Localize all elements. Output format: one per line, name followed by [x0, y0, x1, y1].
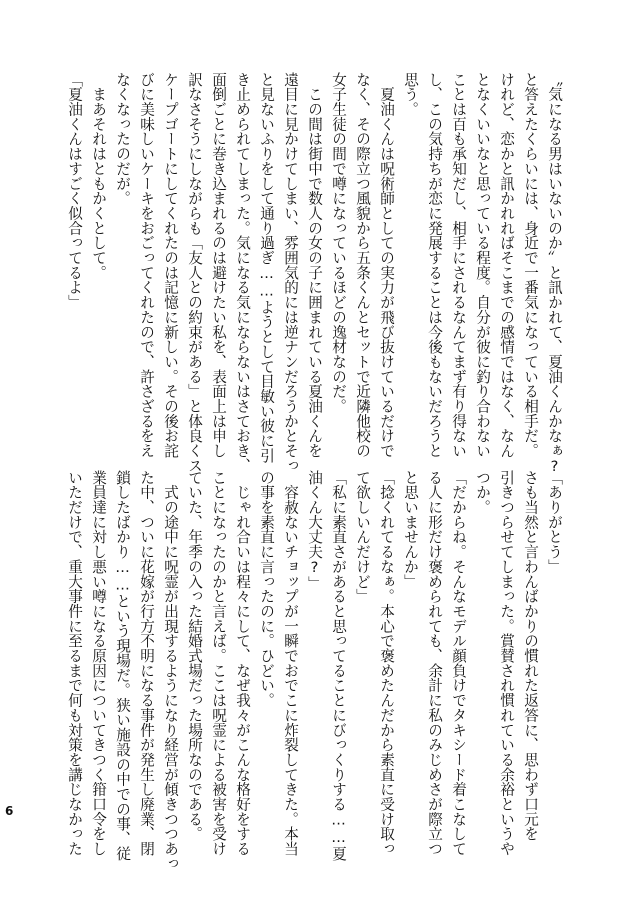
body-text-upper-block: 〝気になる男はいないのか〟と訊かれて、夏油くんかなぁ? と答えたくらいには、身近で一番気になっている相手だ。 けれど、恋かと訊かれればそこまでの感情ではなく、なん となくいいなと思っている程度。自分が彼に釣り合わない ことは百も承知だし、相手にされるなんてまず有り得ない し、この気持ちが恋に発展することは今後もないだろうと 思う。 夏油くんは呪術師としての実力が飛び抜けているだけで なく、その際立つ風貌から五条くんとセットで近隣他校の 女子生徒の間で噂になっているほどの逸材なのだ。 この間は街中で数人の女の子に囲まれている夏油くんを 遠目に見かけてしまい、雰囲気的には逆ナンだろうかとそっ と見ないふりをして通り過ぎ……ようとして目敏い彼に引 き止められてしまった。気になる気にならないはさておき、 面倒ごとに巻き込まれるのは避けたい私を、表面上は申し 訳なさそうにしながらも「友人との約束がある」と体良くス ケープゴートにしてくれたのは記憶に新しい。その後お詫 びに美味しいケーキをおごってくれたので、許さざるをえ なくなったのだが。 まあそれはともかくとして。 「夏油くんはすごく似合ってるよ」 — [66, 72, 563, 476]
body-text-lower-block: 「ありがとう」 さも当然と言わんばかりの慣れた返答に、思わず口元を 引きつらせてしまった。賞賛され慣れている余裕というや つか。 「だからね。そんなモデル顔負けでタキシード着こなして る人に形だけ褒められても、余計に私のみじめさが際立つ と思いませんか」 「捻くれてるなぁ。本心で褒めたんだから素直に受け取っ て欲しいんだけど」 「私に素直さがあると思ってることにびっくりする……夏 油くん大丈夫?」 容赦ないチョップが一瞬でおでこに炸裂してきた。本当 の事を素直に言ったのに。ひどい。 じゃれ合いは程々にして、なぜ我々がこんな格好をする ことになったのかと言えば。ここは呪霊による被害を受け ていた、年季の入った結婚式場だった場所なのである。 式の途中に呪霊が出現するようになり経営が傾きつつあっ た中、ついに花嫁が行方不明になる事件が発生し廃業、閉 鎖したばかり……という現場だ。狭い施設の中での事、従 業員達に対し悪い噂になる原因についてきつく箝口令をし いただけで、重大事件に至るまで何も対策を講じなかった — [66, 470, 563, 871]
page-number: 6 — [5, 804, 14, 818]
